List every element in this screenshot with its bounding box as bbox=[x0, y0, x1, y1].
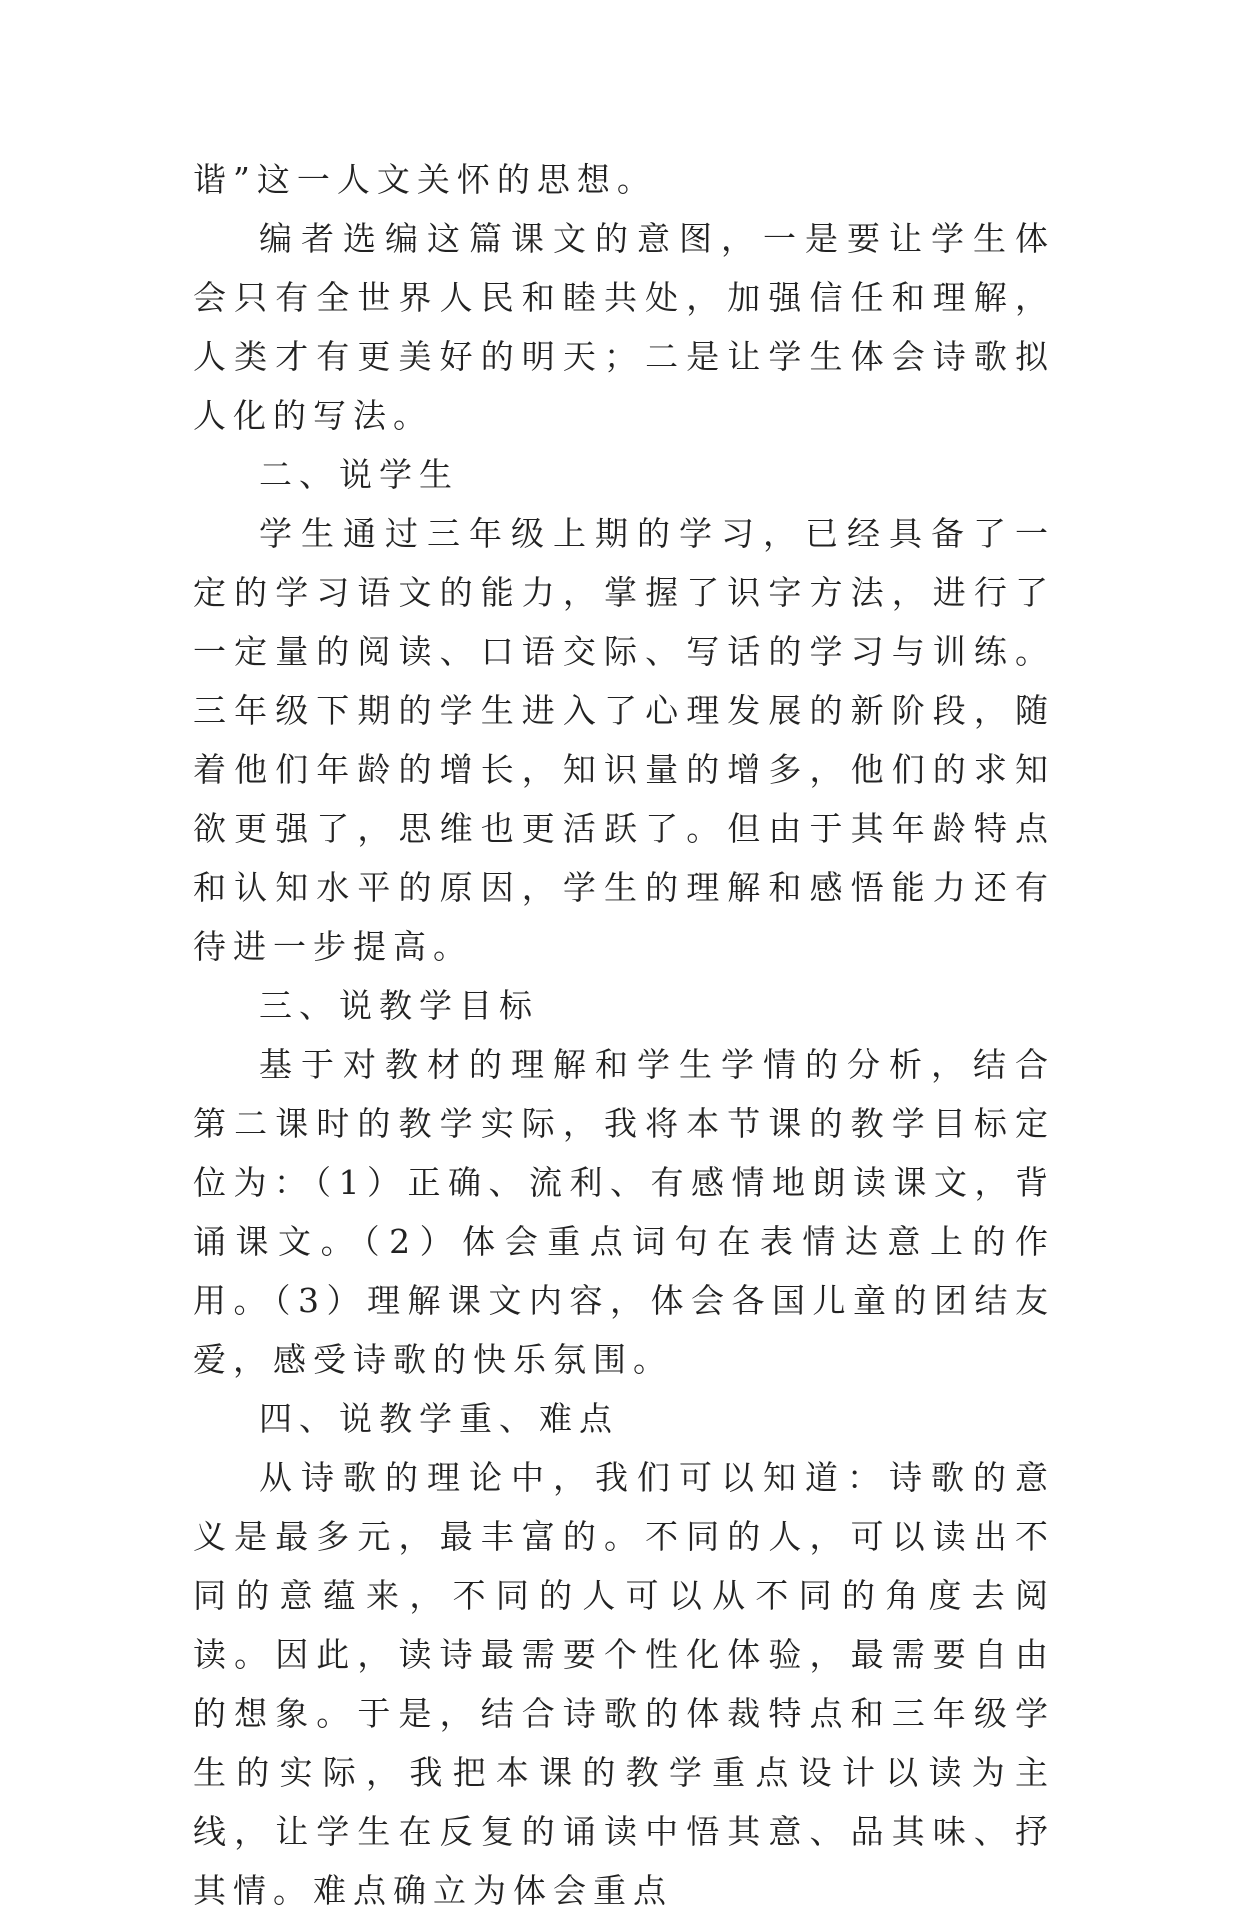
paragraph-teaching-goals: 基于对教材的理解和学生学情的分析，结合第二课时的教学实际，我将本节课的教学目标定位为：（1）正确、流利、有感情地朗读课文，背诵课文。（2）体会重点词句在表情达意上的作用。（3）理解课文内容，体会各国儿童的团结友爱，感受诗歌的快乐氛围。 bbox=[193, 1045, 1055, 1379]
document-body bbox=[193, 150, 1055, 1920]
paragraph-students: 学生通过三年级上期的学习，已经具备了一定的学习语文的能力，掌握了识字方法，进行了一定量的阅读、口语交际、写话的学习与训练。三年级下期的学生进入了心理发展的新阶段，随着他们年龄的增长，知识量的增多，他们的求知欲更强了，思维也更活跃了。但由于其年龄特点和认知水平的原因，学生的理解和感悟能力还有待进一步提高。 bbox=[193, 514, 1055, 966]
paragraph-editor-intent: 编者选编这篇课文的意图，一是要让学生体会只有全世界人民和睦共处，加强信任和理解，人类才有更美好的明天；二是让学生体会诗歌拟人化的写法。 bbox=[193, 219, 1055, 435]
section-heading-key-points: 四、说教学重、难点 bbox=[259, 1399, 619, 1438]
paragraph-key-points: 从诗歌的理论中，我们可以知道：诗歌的意义是最多元，最丰富的。不同的人，可以读出不同的意蕴来，不同的人可以从不同的角度去阅读。因此，读诗最需要个性化体验，最需要自由的想象。于是，结合诗歌的体裁特点和三年级学生的实际，我把本课的教学重点设计以读为主线，让学生在反复的诵读中悟其意、品其味、抒其情。难点确立为体会重点 bbox=[193, 1458, 1055, 1910]
section-heading-teaching-goals: 三、说教学目标 bbox=[259, 986, 539, 1025]
section-heading-students: 二、说学生 bbox=[259, 455, 459, 494]
paragraph-continuation: 谐”这一人文关怀的思想。 bbox=[193, 160, 657, 199]
